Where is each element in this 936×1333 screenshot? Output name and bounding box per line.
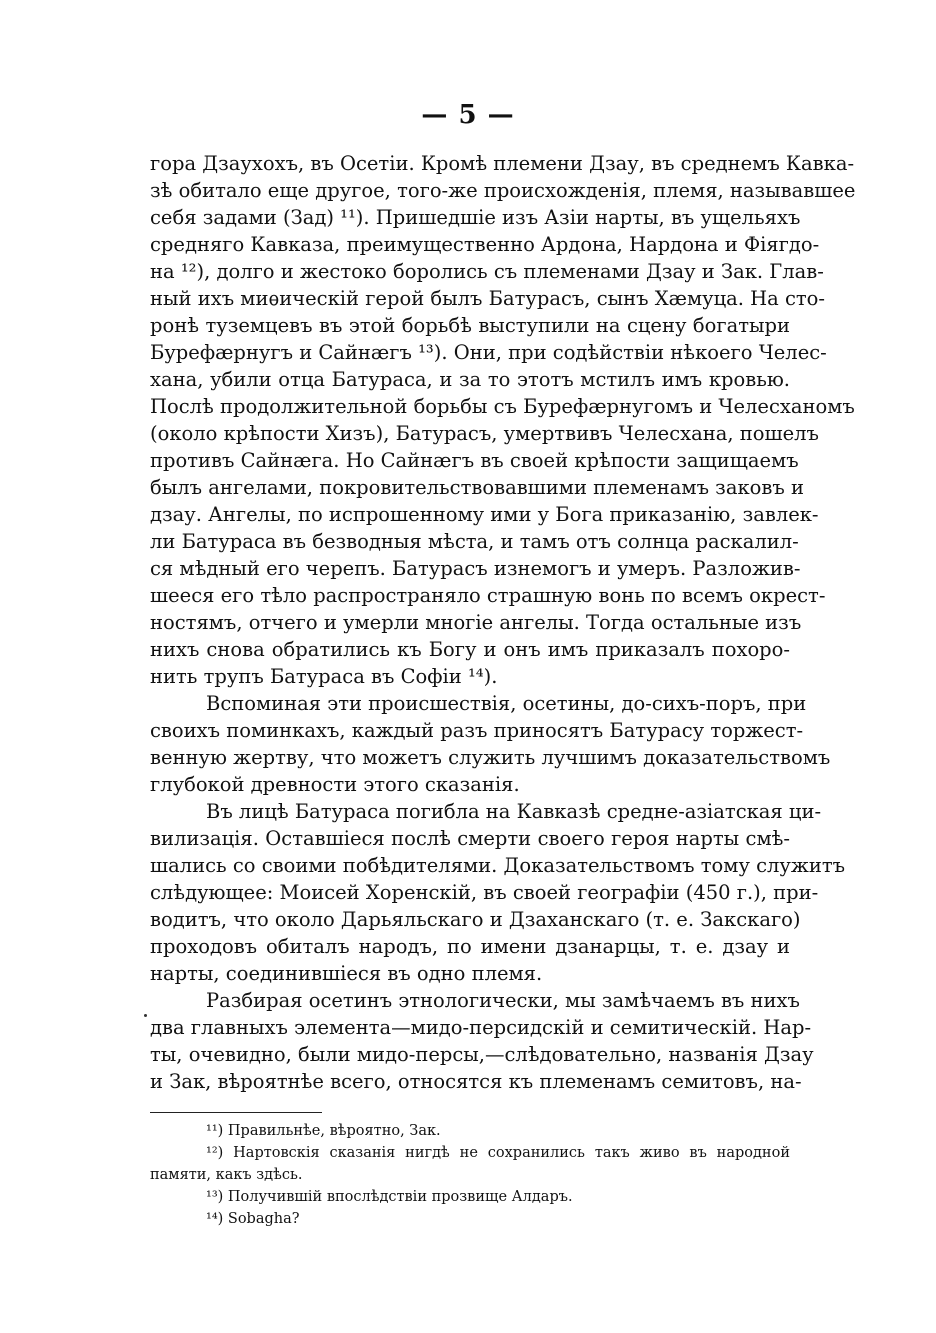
text-line: глубокой древности этого сказанія. xyxy=(150,773,520,796)
text-line: шееся его тѣло распространяло страшную вонь по всемъ окрест- xyxy=(150,584,826,607)
footnote-13: ¹³) Получившій впослѣдствіи прозвище Алдаръ. xyxy=(206,1189,573,1205)
paragraph-2 xyxy=(150,690,831,798)
text-line: дзау. Ангелы, по испрошенному ими у Бога приказанію, завлек- xyxy=(150,503,819,526)
text-line: Въ лицѣ Батураса погибла на Кавказѣ средне-азіатская ци- xyxy=(206,800,822,823)
text-line: Бурефæрнугъ и Сайнæгъ ¹³). Они, при содѣйствіи нѣкоего Челес- xyxy=(150,341,827,364)
text-line: средняго Кавказа, преимущественно Ардона, Нардона и Фіягдо- xyxy=(150,233,820,256)
page-number: — 5 — xyxy=(421,100,515,130)
footnote-11: ¹¹) Правильнѣе, вѣроятно, Зак. xyxy=(206,1123,441,1139)
text-line: проходовъ обиталъ народъ, по имени дзанарцы, т. е. дзау и xyxy=(150,935,790,958)
text-line: былъ ангелами, покровительствовавшими племенамъ заковъ и xyxy=(150,476,804,499)
text-line: ли Батураса въ безводныя мѣста, и тамъ отъ солнца раскалил- xyxy=(150,530,799,553)
footnotes xyxy=(150,1120,790,1230)
text-line: на ¹²), долго и жестоко боролись съ племенами Дзау и Зак. Глав- xyxy=(150,260,824,283)
text-line: противъ Сайнæга. Но Сайнæгъ въ своей крѣпости защищаемъ xyxy=(150,449,799,472)
text-line: ностямъ, отчего и умерли многіе ангелы. Тогда остальные изъ xyxy=(150,611,802,634)
text-line: нить трупъ Батураса въ Софіи ¹⁴). xyxy=(150,665,498,688)
text-line: нарты, соединившіеся въ одно племя. xyxy=(150,962,543,985)
paragraph-1 xyxy=(150,150,856,690)
text-line: венную жертву, что можетъ служить лучшимъ доказательствомъ xyxy=(150,746,831,769)
text-line: зѣ обитало еще другое, того-же происхожденія, племя, называвшее xyxy=(150,179,856,202)
body-text xyxy=(150,150,856,1095)
text-line: шались со своими побѣдителями. Доказательствомъ тому служитъ xyxy=(150,854,846,877)
text-line: Послѣ продолжительной борьбы съ Бурефæрнугомъ и Челесханомъ xyxy=(150,395,855,418)
footnote-12: ¹²) Нартовскія сказанія нигдѣ не сохранились такъ живо въ народной xyxy=(206,1145,790,1161)
footnote-rule xyxy=(150,1112,322,1113)
text-line: хана, убили отца Батураса, и за то этотъ мстилъ имъ кровью. xyxy=(150,368,790,391)
text-line: ронѣ туземцевъ въ этой борьбѣ выступили на сцену богатыри xyxy=(150,314,790,337)
text-line: гора Дзаухохъ, въ Осетіи. Кромѣ племени Дзау, въ среднемъ Кавка- xyxy=(150,152,855,175)
footnote-12-continued: памяти, какъ здѣсь. xyxy=(150,1167,303,1183)
text-line: (около крѣпости Хизъ), Батурасъ, умертвивъ Челесхана, пошелъ xyxy=(150,422,819,445)
paragraph-4 xyxy=(150,987,814,1095)
text-line: нихъ снова обратились къ Богу и онъ имъ приказалъ похоро- xyxy=(150,638,790,661)
text-line: ся мѣдный его черепъ. Батурасъ изнемогъ и умеръ. Разложив- xyxy=(150,557,801,580)
ink-speck xyxy=(144,1014,147,1017)
text-line: себя задами (Зад) ¹¹). Пришедшіе изъ Азіи нарты, въ ущельяхъ xyxy=(150,206,801,229)
text-line: вилизація. Оставшіеся послѣ смерти своего героя нарты смѣ- xyxy=(150,827,790,850)
footnote-14: ¹⁴) Sobagha? xyxy=(206,1211,300,1227)
text-line: Вспоминая эти происшествія, осетины, до-сихъ-поръ, при xyxy=(206,692,807,715)
text-line: ный ихъ миѳическій герой былъ Батурасъ, сынъ Хæмуца. На сто- xyxy=(150,287,826,310)
text-line: Разбирая осетинъ этнологически, мы замѣчаемъ въ нихъ xyxy=(206,989,800,1012)
text-line: и Зак, вѣроятнѣе всего, относятся къ племенамъ семитовъ, на- xyxy=(150,1070,802,1093)
text-line: два главныхъ элемента—мидо-персидскій и семитическій. Нар- xyxy=(150,1016,812,1039)
text-line: водитъ, что около Дарьяльскаго и Дзаханскаго (т. е. Закскаго) xyxy=(150,908,801,931)
paragraph-3 xyxy=(150,798,846,987)
text-line: слѣдующее: Моисей Хоренскій, въ своей географіи (450 г.), при- xyxy=(150,881,819,904)
text-line: ты, очевидно, были мидо-персы,—слѣдовательно, названія Дзау xyxy=(150,1043,814,1066)
text-line: своихъ поминкахъ, каждый разъ приносятъ Батурасу торжест- xyxy=(150,719,804,742)
